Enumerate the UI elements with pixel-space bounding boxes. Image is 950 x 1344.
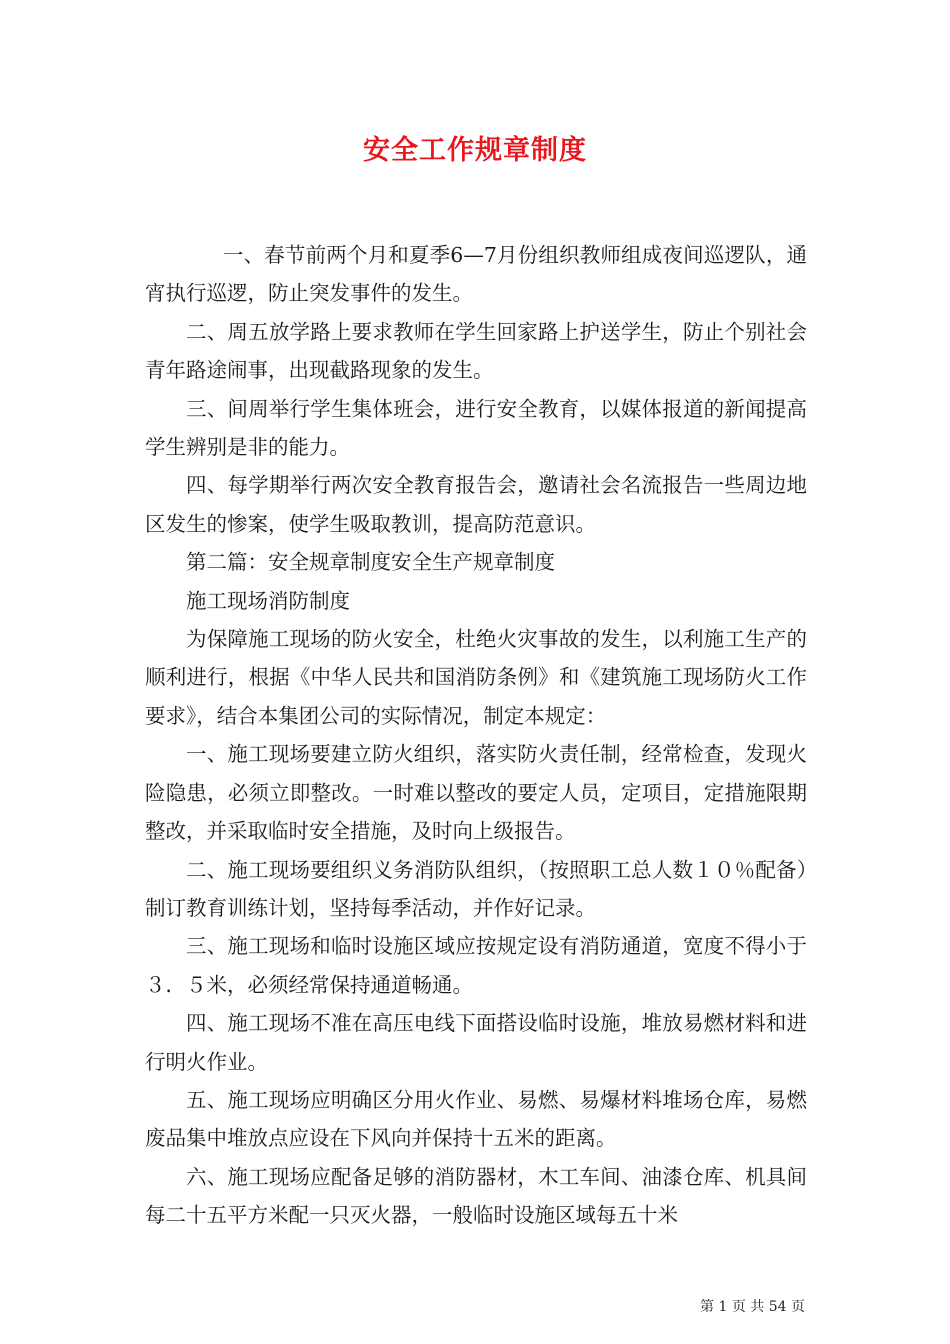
paragraph: 一、春节前两个月和夏季6—7月份组织教师组成夜间巡逻队，通宵执行巡逻，防止突发事件的发生。 xyxy=(145,243,807,306)
paragraph: 为保障施工现场的防火安全，杜绝火灾事故的发生，以利施工生产的顺利进行，根据《中华人民共和国消防条例》和《建筑施工现场防火工作要求》，结合本集团公司的实际情况，制定本规定： xyxy=(145,627,807,728)
page-number: 第 1 页 共 54 页 xyxy=(700,1299,805,1315)
paragraph: 六、施工现场应配备足够的消防器材，木工车间、油漆仓库、机具间每二十五平方米配一只灭火器，一般临时设施区域每五十米 xyxy=(145,1164,807,1228)
paragraph: 三、间周举行学生集体班会，进行安全教育，以媒体报道的新闻提高学生辨别是非的能力。 xyxy=(145,396,807,460)
document-title: 安全工作规章制度 xyxy=(363,135,587,166)
subsection-heading: 施工现场消防制度 xyxy=(186,588,350,613)
paragraph: 三、施工现场和临时设施区域应按规定设有消防通道，宽度不得小于３．５米，必须经常保持通道畅通。 xyxy=(145,934,807,997)
document-body xyxy=(145,236,807,1235)
paragraph: 四、每学期举行两次安全教育报告会，邀请社会名流报告一些周边地区发生的惨案，使学生吸取教训，提高防范意识。 xyxy=(145,473,807,536)
section-heading: 第二篇：安全规章制度安全生产规章制度 xyxy=(186,550,555,575)
paragraph: 二、周五放学路上要求教师在学生回家路上护送学生，防止个别社会青年路途闹事，出现截路现象的发生。 xyxy=(145,319,807,383)
paragraph: 五、施工现场应明确区分用火作业、易燃、易爆材料堆场仓库，易燃废品集中堆放点应设在下风向并保持十五米的距离。 xyxy=(145,1087,807,1151)
paragraph: 一、施工现场要建立防火组织，落实防火责任制，经常检查，发现火险隐患，必须立即整改。一时难以整改的要定人员，定项目，定措施限期整改，并采取临时安全措施，及时向上级报告。 xyxy=(145,742,807,844)
paragraph: 二、施工现场要组织义务消防队组织，（按照职工总人数１０％配备）制订教育训练计划，坚持每季活动，并作好记录。 xyxy=(145,857,807,920)
paragraph: 四、施工现场不准在高压电线下面搭设临时设施，堆放易燃材料和进行明火作业。 xyxy=(145,1011,807,1074)
